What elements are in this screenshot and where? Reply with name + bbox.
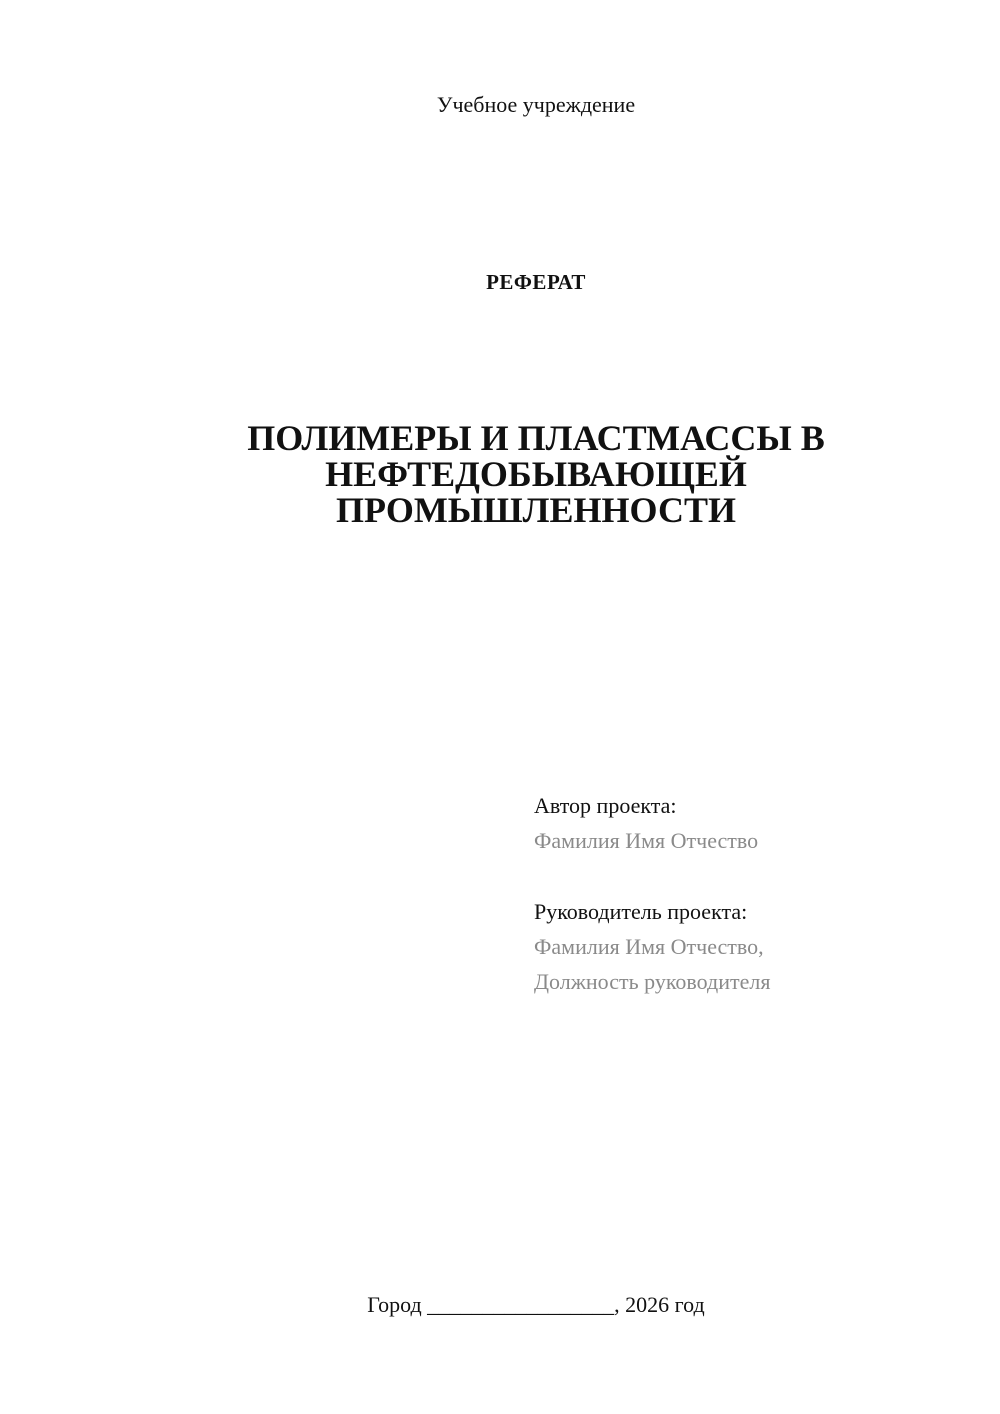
credits-spacer: [534, 858, 974, 894]
document-type: РЕФЕРАТ: [486, 270, 586, 294]
document-title: [0, 420, 1000, 528]
institution-name: Учебное учреждение: [436, 92, 636, 117]
supervisor-name: Фамилия Имя Отчество,: [534, 934, 764, 959]
city-year-line: Город _________________, 2026 год: [367, 1292, 705, 1317]
supervisor-position: Должность руководителя: [534, 969, 771, 994]
author-name: Фамилия Имя Отчество: [534, 828, 759, 853]
author-label: Автор проекта:: [534, 793, 677, 818]
title-line-1: ПОЛИМЕРЫ И ПЛАСТМАССЫ В: [247, 418, 825, 458]
credits-block: [534, 788, 974, 999]
title-line-2: НЕФТЕДОБЫВАЮЩЕЙ: [325, 454, 747, 494]
supervisor-label: Руководитель проекта:: [534, 899, 748, 924]
title-line-3: ПРОМЫШЛЕННОСТИ: [336, 490, 736, 530]
